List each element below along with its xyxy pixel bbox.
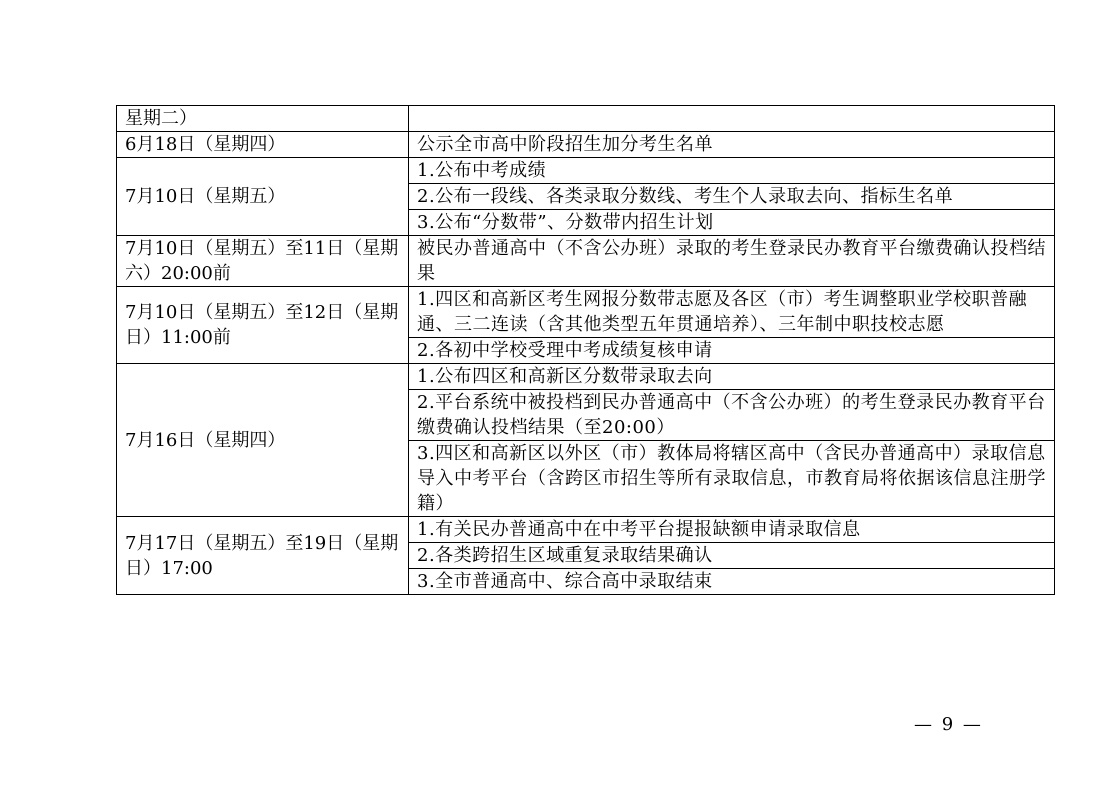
- table-row: [117, 106, 1055, 132]
- task-cell: 2.平台系统中被投档到民办普通高中（不含公办班）的考生登录民办教育平台缴费确认投档结果（至20:00）: [409, 390, 1055, 441]
- task-cell: 2.各初中学校受理中考成绩复核申请: [409, 338, 1055, 364]
- table-row: [117, 132, 1055, 158]
- schedule-table: [116, 105, 1055, 595]
- table-row: [117, 364, 1055, 390]
- task-cell: 2.公布一段线、各类录取分数线、考生个人录取去向、指标生名单: [409, 184, 1055, 210]
- task-cell: 1.公布四区和高新区分数带录取去向: [409, 364, 1055, 390]
- table-row: [117, 517, 1055, 543]
- task-cell: 2.各类跨招生区域重复录取结果确认: [409, 543, 1055, 569]
- task-cell: 3.四区和高新区以外区（市）教体局将辖区高中（含民办普通高中）录取信息导入中考平台（含跨区市招生等所有录取信息，市教育局将依据该信息注册学籍）: [409, 441, 1055, 517]
- page-number: — 9 —: [914, 714, 983, 735]
- date-cell: 7月17日（星期五）至19日（星期日）17:00: [117, 517, 409, 595]
- task-cell: 1.有关民办普通高中在中考平台提报缺额申请录取信息: [409, 517, 1055, 543]
- task-cell: 公示全市高中阶段招生加分考生名单: [409, 132, 1055, 158]
- date-cell: 7月16日（星期四）: [117, 364, 409, 517]
- date-cell: 7月10日（星期五）: [117, 158, 409, 236]
- table-row: [117, 236, 1055, 287]
- task-cell: [409, 106, 1055, 132]
- date-cell: 7月10日（星期五）至12日（星期日）11:00前: [117, 287, 409, 364]
- task-cell: 被民办普通高中（不含公办班）录取的考生登录民办教育平台缴费确认投档结果: [409, 236, 1055, 287]
- table-row: [117, 287, 1055, 338]
- task-cell: 3.公布“分数带”、分数带内招生计划: [409, 210, 1055, 236]
- task-cell: 1.公布中考成绩: [409, 158, 1055, 184]
- task-cell: 3.全市普通高中、综合高中录取结束: [409, 569, 1055, 595]
- date-cell: 星期二）: [117, 106, 409, 132]
- date-cell: 7月10日（星期五）至11日（星期六）20:00前: [117, 236, 409, 287]
- table-row: [117, 158, 1055, 184]
- date-cell: 6月18日（星期四）: [117, 132, 409, 158]
- task-cell: 1.四区和高新区考生网报分数带志愿及各区（市）考生调整职业学校职普融通、三二连读（含其他类型五年贯通培养）、三年制中职技校志愿: [409, 287, 1055, 338]
